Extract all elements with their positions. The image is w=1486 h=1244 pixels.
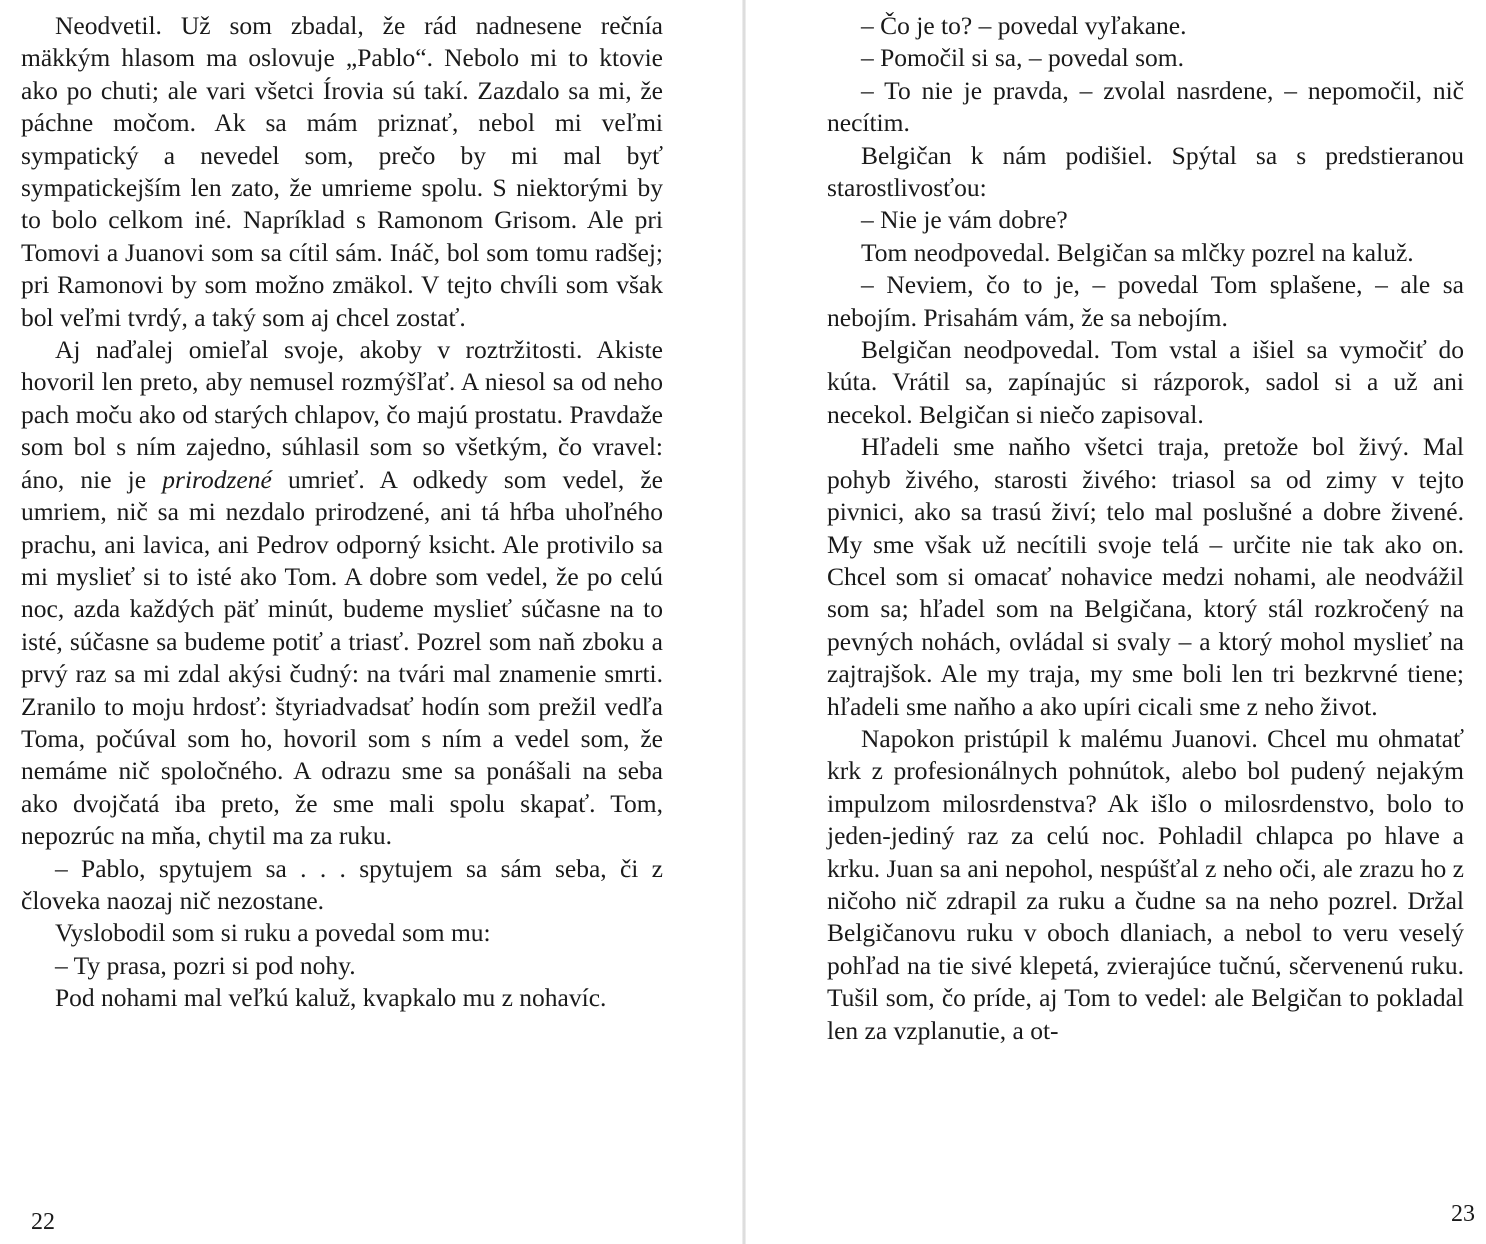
paragraph: – Pomočil si sa, – povedal som.: [861, 43, 1184, 73]
paragraph: Belgičan neodpovedal. Tom vstal a išiel sa vymočiť do kúta. Vrátil sa, zapínajúc si rázporok, sadol si a už ani necekol. Belgičan si niečo zapisoval.: [827, 335, 1464, 429]
paragraph: Neodvetil. Už som zbadal, že rád nadnesene rečnía mäkkým hlasom ma oslovuje „Pablo“. Nebolo mi to ktovie ako po chuti; ale vari všetci Írovia sú takí. Zazdalo sa mi, že páchne močom. Ak sa mám priznať, nebol mi veľmi sympatický a nevedel som, prečo by mi mal byť sympatickejším len zato, že umrieme spolu. S niektorými by to bolo celkom iné. Napríklad s Ramonom Grisom. Ale pri Tomovi a Juanovi som sa cítil sám. Ináč, bol som tomu radšej; pri Ramonovi by som možno zmäkol. V tejto chvíli som však bol veľmi tvrdý, a taký som aj chcel zostať.: [21, 11, 663, 332]
paragraph: Tom neodpovedal. Belgičan sa mlčky pozrel na kaluž.: [861, 237, 1414, 267]
paragraph: – Neviem, čo to je, – povedal Tom splašene, – ale sa nebojím. Prisahám vám, že sa nebojím.: [827, 270, 1464, 332]
paragraph: – Pablo, spytujem sa . . . spytujem sa sám seba, či z človeka naozaj nič nezostane.: [21, 853, 663, 915]
paragraph: Pod nohami mal veľkú kaluž, kvapkalo mu z nohavíc.: [55, 983, 607, 1013]
emphasized-word: prirodzené: [162, 464, 272, 494]
right-page-text: [827, 10, 1464, 1047]
paragraph: Napokon pristúpil k malému Juanovi. Chcel mu ohmatať krk z profesionálnych pohnútok, alebo bol pudený nejakým impulzom milosrdenstva? Ak išlo o milosrdenstvo, bolo to jeden-jediný raz za celú noc. Pohladil chlapca po hlave a krku. Juan sa ani nepohol, nespúšťal z neho oči, ale zrazu ho z ničoho nič zdrapil za ruku a čudne sa na neho pozrel. Držal Belgičanovu ruku v oboch dlaniach, a nebol to veru veselý pohľad na tie sivé klepetá, zvierajúce tučnú, sčervenenú ruku. Tušil som, čo príde, aj Tom to vedel: ale Belgičan to pokladal len za vzplanutie, a ot-: [827, 723, 1464, 1045]
paragraph: – Nie je vám dobre?: [861, 205, 1068, 235]
paragraph: Aj naďalej omieľal svoje, akoby v roztržitosti. Akiste hovoril len preto, aby nemusel rozmýšľať. A niesol sa od neho pach moču ako od starých chlapov, čo majú prostatu. Pravdaže som bol s ním zajedno, súhlasil som so všetkým, čo vravel: áno, nie je prirodzené umrieť. A odkedy som vedel, že umriem, nič sa mi nezdalo prirodzené, ani tá hŕba uhoľného prachu, ani lavica, ani Pedrov odporný ksicht. Ale protivilo sa mi myslieť si to isté ako Tom. A dobre som vedel, že po celú noc, azda každých päť minút, budeme myslieť súčasne na to isté, súčasne sa budeme potiť a triasť. Pozrel som naň zboku a prvý raz sa mi zdal akýsi čudný: na tvári mal znamenie smrti. Zranilo to moju hrdosť: štyriadvadsať hodín som prežil vedľa Toma, počúval som ho, hovoril som s ním a vedel som, že nemáme nič spoločného. A odrazu sme sa ponášali na seba ako dvojčatá iba preto, že sme mali spolu skapať. Tom, nepozrúc na mňa, chytil ma za ruku.: [21, 335, 663, 851]
page-number-right: 23: [1451, 1201, 1475, 1227]
book-gutter: [742, 0, 746, 1244]
paragraph: – Čo je to? – povedal vyľakane.: [861, 11, 1187, 40]
left-page: [0, 0, 740, 1244]
paragraph: Vyslobodil som si ruku a povedal som mu:: [55, 918, 491, 948]
paragraph: Belgičan k nám podišiel. Spýtal sa s predstieranou starostlivosťou:: [827, 140, 1464, 203]
paragraph: Hľadeli sme naňho všetci traja, pretože bol živý. Mal pohyb živého, starosti živého: triasol sa od zimy v tejto pivnici, ako sa trasú živí; telo mal poslušné a dobre živené. My sme však už necítili svoje telá – určite nie tak ako on. Chcel som si omacať nohavice medzi nohami, ale neodvážil som sa; hľadel som na Belgičana, ktorý stál rozkročený na pevných nohách, ovládal si svaly – a ktorý mohol myslieť na zajtrajšok. Ale my traja, my sme boli len tri bezkrvné tiene; hľadeli sme naňho a ako upíri cicali sme z neho život.: [827, 432, 1464, 721]
paragraph: – Ty prasa, pozri si pod nohy.: [55, 950, 356, 980]
page-number-left: 22: [31, 1209, 55, 1235]
left-page-text: [21, 10, 663, 1015]
right-page: [748, 0, 1486, 1244]
paragraph: – To nie je pravda, – zvolal nasrdene, – nepomočil, nič necítim.: [827, 75, 1464, 138]
